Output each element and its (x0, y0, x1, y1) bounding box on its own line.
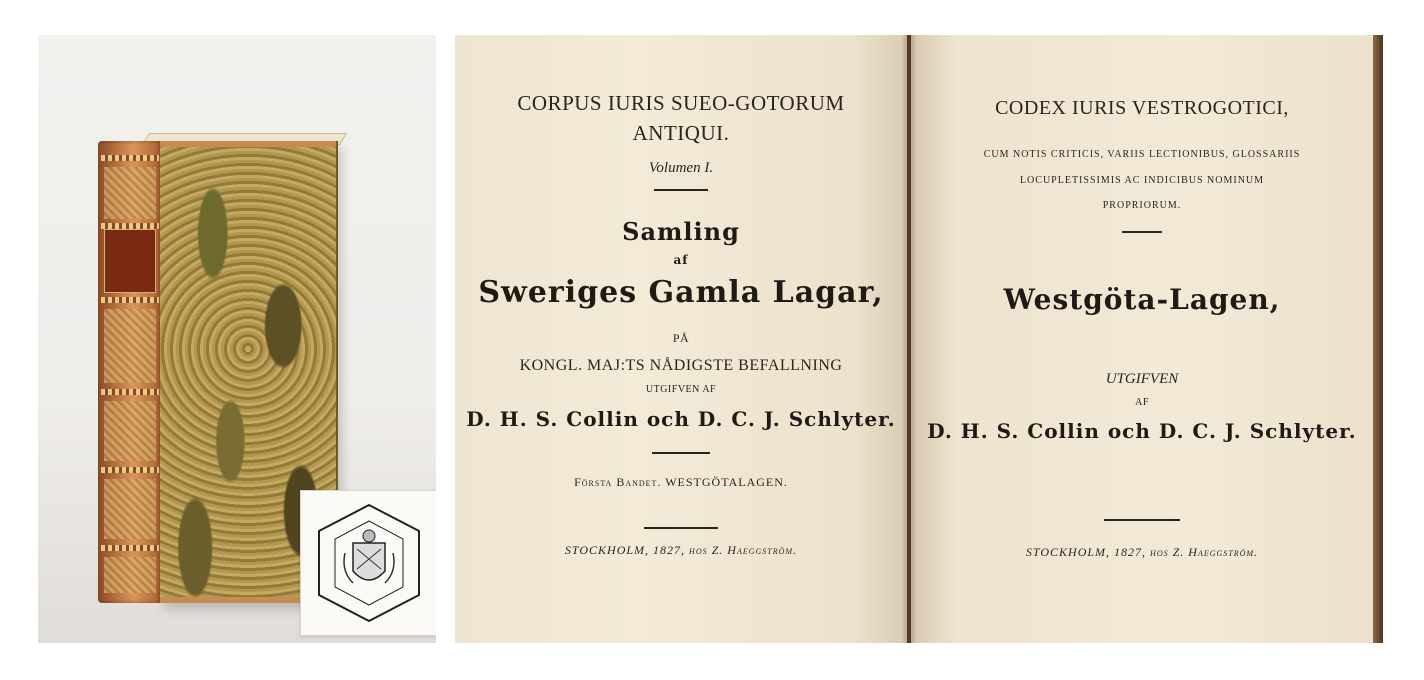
spine-gilt-panel (104, 401, 156, 461)
spine-band (101, 545, 159, 551)
subtitle-line2: LOCUPLETISSIMIS AC INDICIBUS NOMINUM (1019, 175, 1265, 186)
divider-rule (1122, 231, 1162, 233)
cover-edge (1373, 35, 1383, 643)
divider-rule (1104, 519, 1180, 521)
volume-label: Volumen I. (648, 160, 714, 176)
spine-gilt-panel (104, 479, 156, 539)
codex-title: CODEX IURIS VESTROGOTICI, (995, 97, 1289, 119)
authors-line: D. H. S. Collin och D. C. J. Schlyter. (927, 419, 1357, 443)
imprint-line: STOCKHOLM, 1827, hos Z. Haeggström. (1025, 545, 1259, 559)
samling-heading: Samling (622, 217, 740, 246)
open-book-photo (455, 35, 1383, 643)
corpus-title-line1: CORPUS IURIS SUEO-GOTORUM (517, 91, 845, 115)
corpus-title-line2: ANTIQUI. (632, 121, 730, 145)
pa-word: PÅ (672, 331, 690, 345)
af-word: af (673, 253, 689, 267)
book-photo (38, 35, 436, 643)
first-volume-line: Första Bandet. WESTGÖTALAGEN. (574, 475, 788, 489)
subtitle-line3: PROPRIORUM. (1102, 200, 1182, 211)
spine-band (101, 389, 159, 395)
spine-gilt-panel (104, 309, 156, 383)
main-title: Sweriges Gamla Lagar, (478, 275, 884, 310)
spine-band (101, 297, 159, 303)
subtitle-line1: CUM NOTIS CRITICIS, VARIIS LECTIONIBUS, GLOSSARIIS (983, 149, 1301, 160)
divider-rule (654, 189, 708, 191)
divider-rule (652, 452, 710, 454)
divider-rule (644, 527, 718, 529)
right-title-page (911, 35, 1373, 643)
left-title-page (455, 35, 907, 643)
spine-title-label (104, 229, 156, 293)
westgota-title: Westgöta-Lagen, (1003, 283, 1281, 316)
cover-edge-top (160, 141, 336, 147)
spine-gilt-panel (104, 557, 156, 593)
ex-libris-bookplate (300, 490, 436, 636)
imprint-line: STOCKHOLM, 1827, hos Z. Haeggström. (564, 543, 798, 557)
spine-band (101, 467, 159, 473)
af-word: AF (1135, 397, 1149, 408)
royal-command-line: KONGL. MAJ:TS NÅDIGSTE BEFALLNING (519, 357, 843, 374)
edited-label: UTGIFVEN (1105, 371, 1179, 387)
book-spine (98, 141, 162, 603)
authors-line: D. H. S. Collin och D. C. J. Schlyter. (466, 407, 896, 431)
spine-band (101, 155, 159, 161)
edited-by-label: UTGIFVEN AF (645, 384, 717, 395)
spine-gilt-panel (104, 167, 156, 219)
book-gutter (901, 35, 917, 643)
